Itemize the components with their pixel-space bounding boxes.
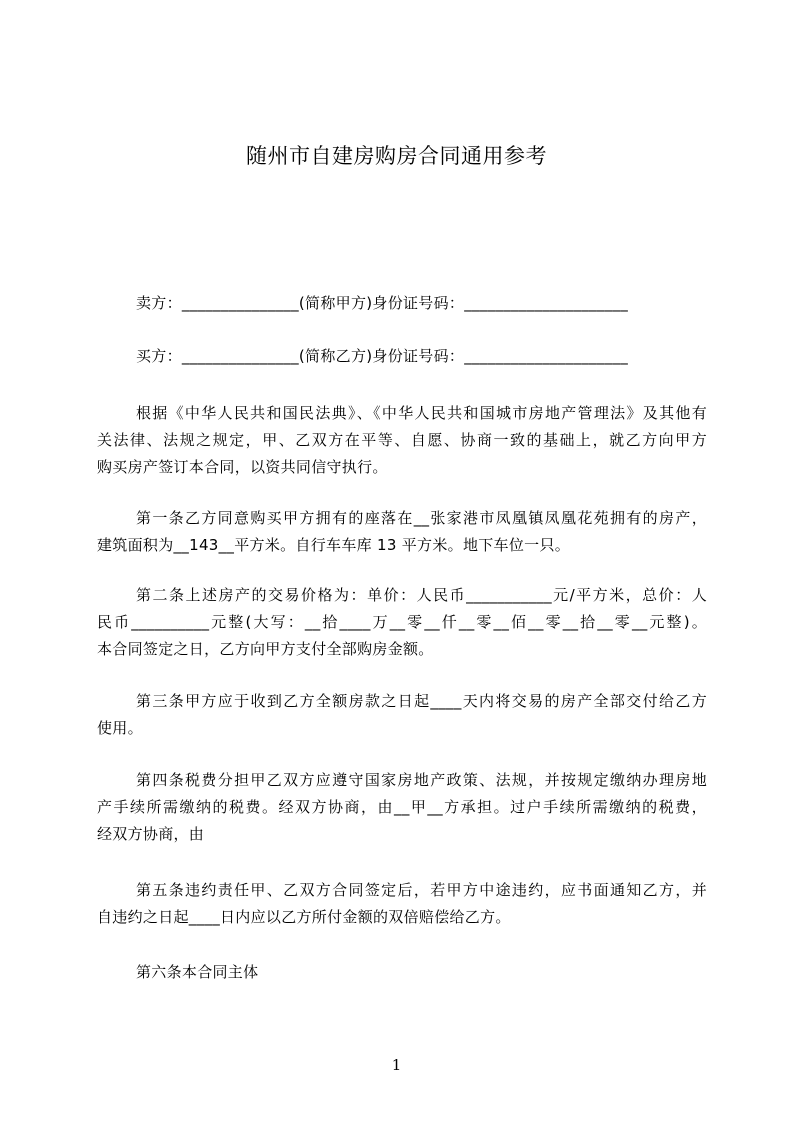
paragraph-line: 民币__________元整(大写：__拾____万__零__仟__零__佰__零__拾__零__元整)。 xyxy=(97,613,707,631)
paragraph-line: 自违约之日起____日内应以乙方所付金额的双倍赔偿给乙方。 xyxy=(97,908,511,926)
buyer-line: 买方：_______________(简称乙方)身份证号码：_____________________ xyxy=(136,347,629,365)
paragraph-line: 购买房产签订本合同，以资共同信守执行。 xyxy=(97,458,388,476)
paragraph-line: 第一条乙方同意购买甲方拥有的座落在__张家港市凤凰镇凤凰花苑拥有的房产， xyxy=(136,509,707,527)
paragraph-line: 第四条税费分担甲乙双方应遵守国家房地产政策、法规，并按规定缴纳办理房地 xyxy=(136,771,707,789)
paragraph-line: 建筑面积为__143__平方米。自行车车库 13 平方米。地下车位一只。 xyxy=(97,536,571,554)
seller-line: 卖方：_______________(简称甲方)身份证号码：_____________________ xyxy=(136,294,629,312)
paragraph-line: 本合同签定之日，乙方向甲方支付全部购房金额。 xyxy=(97,640,434,658)
paragraph-line: 第五条违约责任甲、乙双方合同签定后，若甲方中途违约，应书面通知乙方，并 xyxy=(136,881,707,899)
paragraph-line: 关法律、法规之规定，甲、乙双方在平等、自愿、协商一致的基础上，就乙方向甲方 xyxy=(97,431,707,449)
paragraph-line: 经双方协商，由 xyxy=(97,825,205,843)
article-6: 第六条本合同主体 xyxy=(136,963,259,981)
paragraph-line: 根据《中华人民共和国民法典》、《中华人民共和国城市房地产管理法》及其他有 xyxy=(136,404,707,422)
paragraph-line: 第二条上述房产的交易价格为：单价：人民币___________元/平方米，总价：人 xyxy=(136,586,707,604)
document-title: 随州市自建房购房合同通用参考 xyxy=(246,144,547,168)
paragraph-line: 产手续所需缴纳的税费。经双方协商，由__甲__方承担。过户手续所需缴纳的税费， xyxy=(97,798,707,816)
paragraph-line: 第三条甲方应于收到乙方全额房款之日起____天内将交易的房产全部交付给乙方 xyxy=(136,692,707,710)
page-number: 1 xyxy=(391,1056,402,1074)
paragraph-line: 使用。 xyxy=(97,719,143,737)
